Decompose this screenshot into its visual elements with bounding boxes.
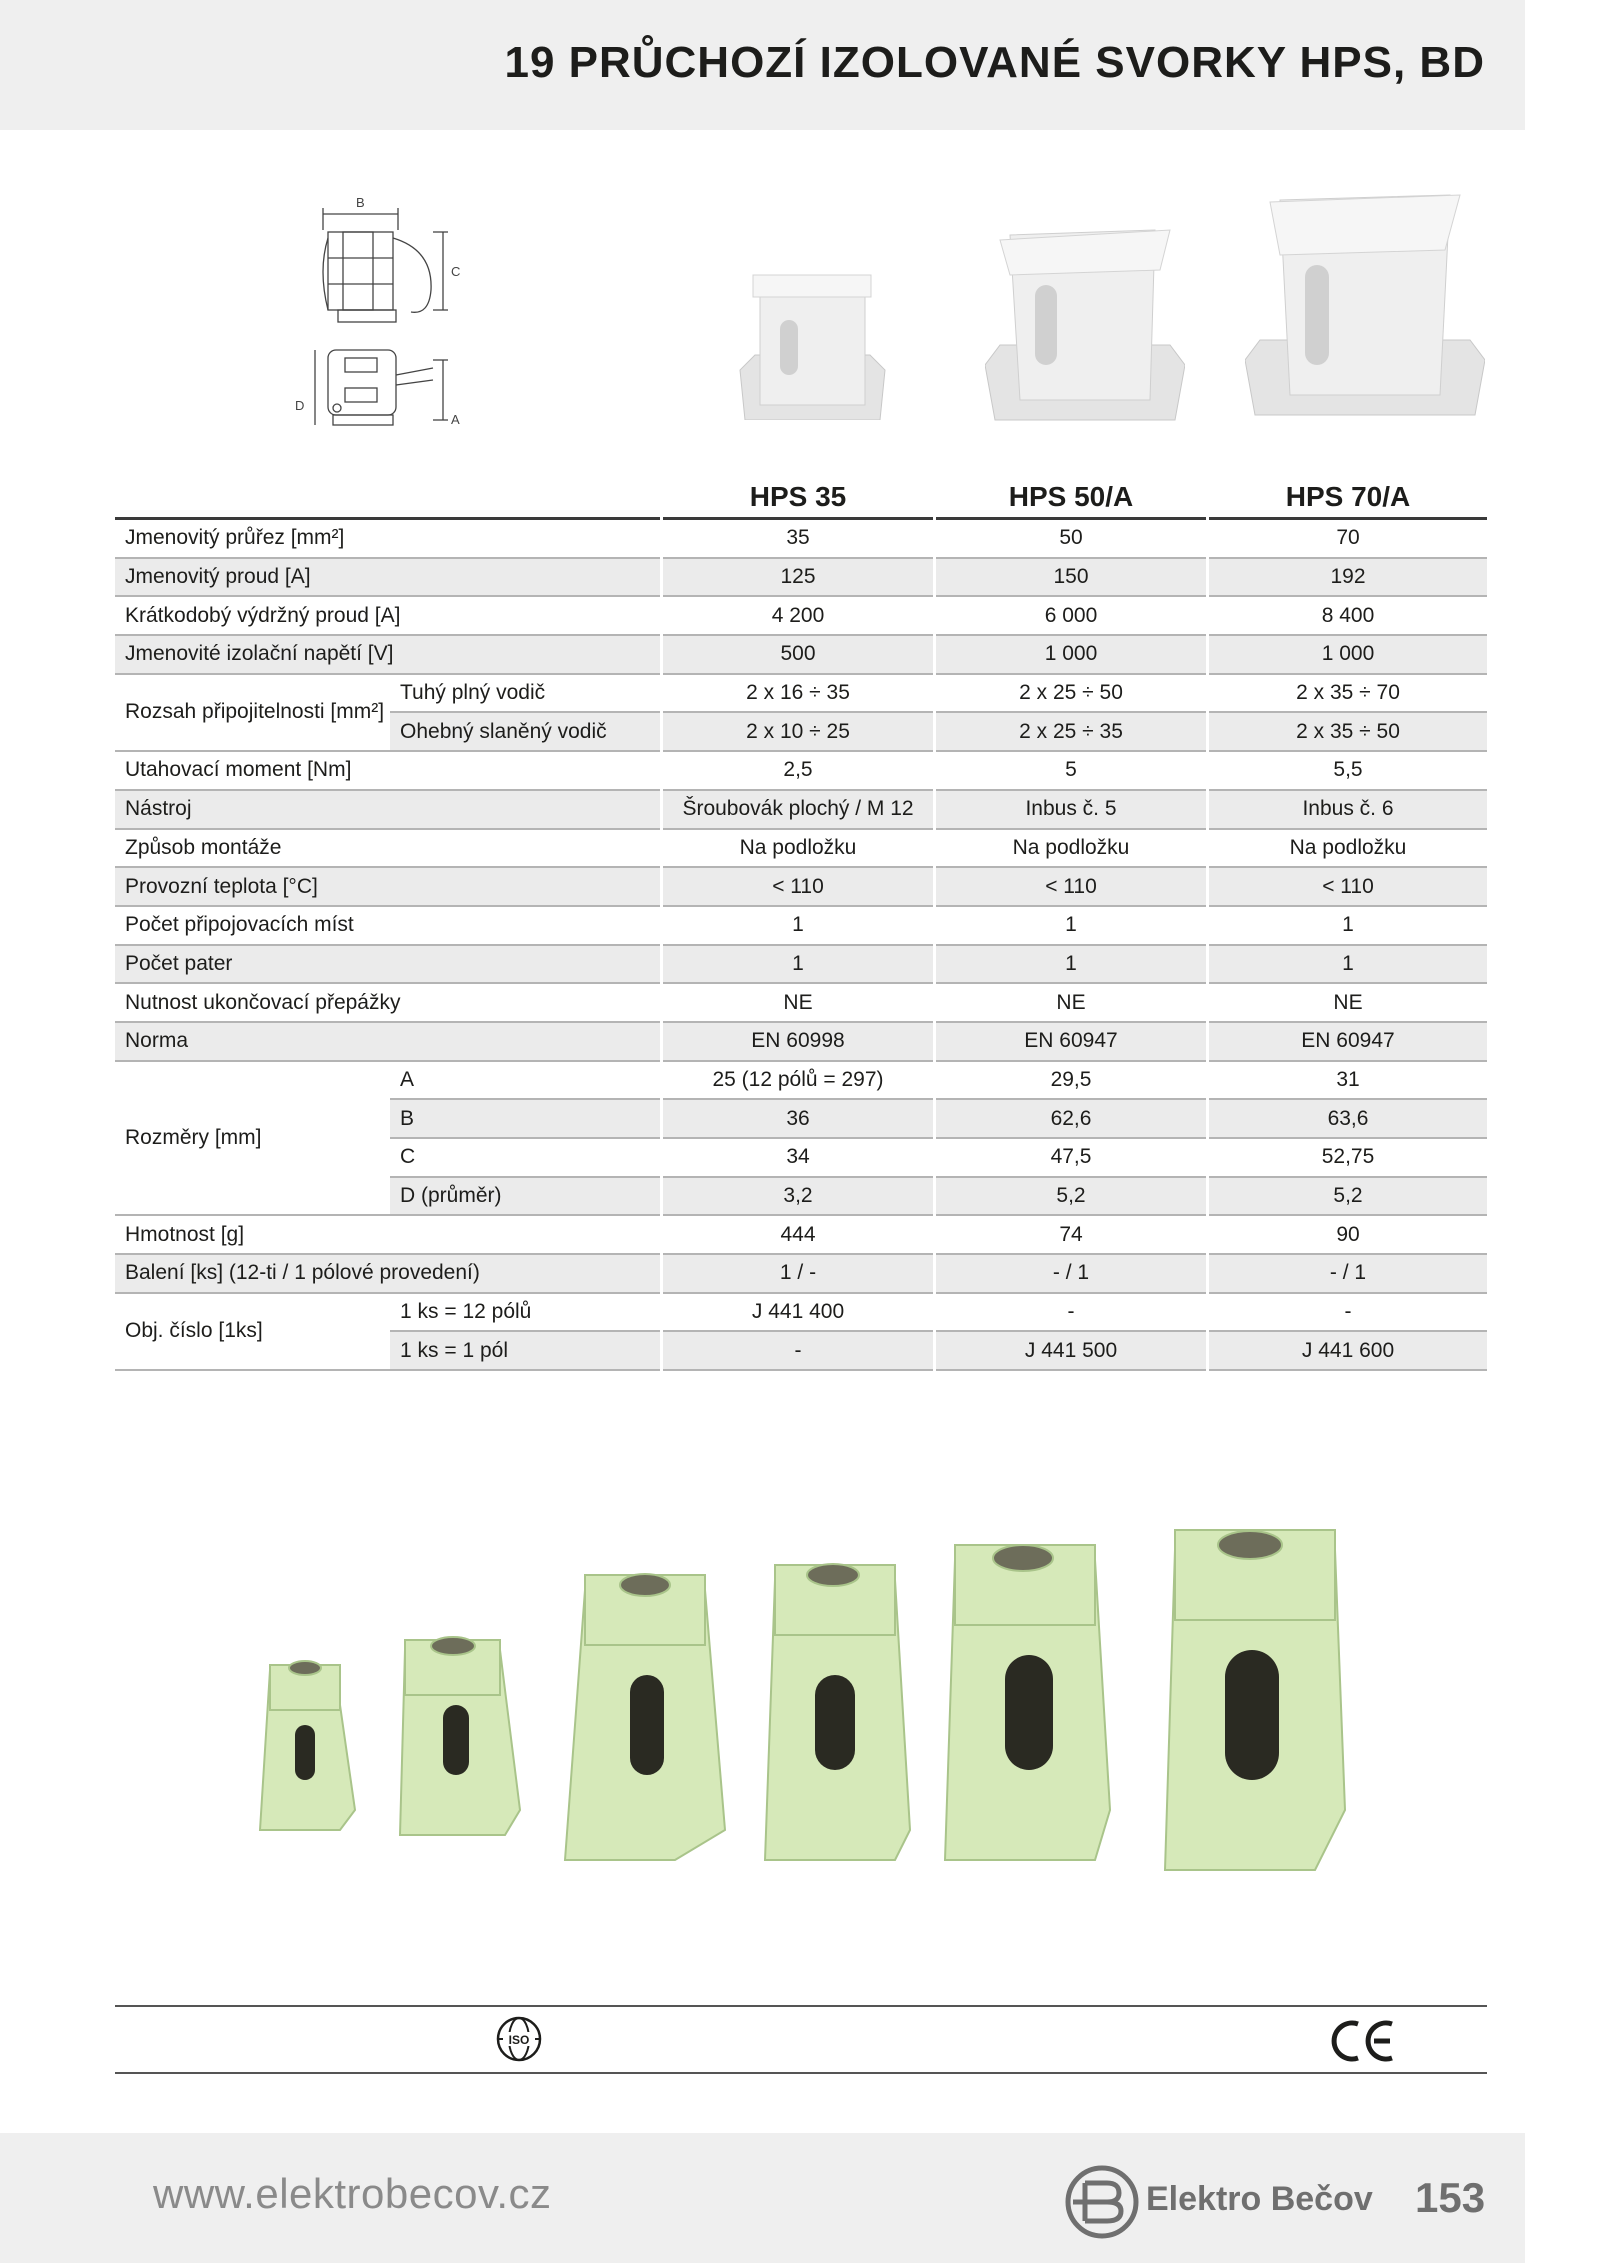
hps50a-product-image bbox=[985, 225, 1185, 425]
page-title: 19 PRŮCHOZÍ IZOLOVANÉ SVORKY HPS, BD bbox=[504, 38, 1485, 87]
cell-value: 125 bbox=[663, 559, 933, 598]
row-label: Jmenovitý průřez [mm²] bbox=[115, 520, 660, 559]
footer-divider-top bbox=[115, 2005, 1487, 2007]
group-label: Rozsah připojitelnosti [mm²] bbox=[115, 675, 390, 752]
cell-value: 35 bbox=[663, 520, 933, 559]
cell-value: - bbox=[936, 1294, 1206, 1333]
row-label: Počet připojovacích míst bbox=[115, 907, 660, 946]
spec-table bbox=[115, 468, 1487, 1371]
cell-value: J 441 500 bbox=[936, 1332, 1206, 1371]
product-header-hps35: HPS 35 bbox=[663, 468, 933, 520]
page-number: 153 bbox=[1415, 2174, 1486, 2221]
row-label: Způsob montáže bbox=[115, 830, 660, 869]
cell-value: 25 (12 pólů = 297) bbox=[663, 1062, 933, 1101]
cell-value: EN 60998 bbox=[663, 1023, 933, 1062]
cell-value: 1 bbox=[1209, 907, 1487, 946]
row-label: Hmotnost [g] bbox=[115, 1216, 660, 1255]
group-label: Rozměry [mm] bbox=[115, 1062, 390, 1217]
cell-value: NE bbox=[936, 984, 1206, 1023]
terminals-photo bbox=[255, 1490, 1365, 1900]
cell-value: 2 x 35 ÷ 70 bbox=[1209, 675, 1487, 714]
cell-value: 1 bbox=[1209, 946, 1487, 985]
cell-value: < 110 bbox=[936, 868, 1206, 907]
sub-label: B bbox=[390, 1100, 660, 1139]
cell-value: 4 200 bbox=[663, 597, 933, 636]
cell-value: 5 bbox=[936, 752, 1206, 791]
cell-value: J 441 600 bbox=[1209, 1332, 1487, 1371]
brand-name: Elektro Bečov bbox=[1146, 2180, 1373, 2218]
sub-label: A bbox=[390, 1062, 660, 1101]
cell-value: 34 bbox=[663, 1139, 933, 1178]
cell-value: 2 x 35 ÷ 50 bbox=[1209, 713, 1487, 752]
cell-value: 2 x 16 ÷ 35 bbox=[663, 675, 933, 714]
cell-value: Na podložku bbox=[663, 830, 933, 869]
cell-value: < 110 bbox=[1209, 868, 1487, 907]
row-label: Nástroj bbox=[115, 791, 660, 830]
cell-value: 1 bbox=[936, 946, 1206, 985]
elektro-becov-logo-icon bbox=[1063, 2163, 1141, 2241]
row-label: Nutnost ukončovací přepážky bbox=[115, 984, 660, 1023]
cell-value: 192 bbox=[1209, 559, 1487, 598]
cell-value: 1 000 bbox=[1209, 636, 1487, 675]
cell-value: Na podložku bbox=[1209, 830, 1487, 869]
hps70a-product-image bbox=[1245, 190, 1485, 420]
cell-value: Šroubovák plochý / M 12 bbox=[663, 791, 933, 830]
cell-value: - bbox=[663, 1332, 933, 1371]
sub-label: C bbox=[390, 1139, 660, 1178]
cell-value: 2 x 25 ÷ 50 bbox=[936, 675, 1206, 714]
row-label: Norma bbox=[115, 1023, 660, 1062]
row-label: Krátkodobý výdržný proud [A] bbox=[115, 597, 660, 636]
cell-value: 2,5 bbox=[663, 752, 933, 791]
cell-value: 74 bbox=[936, 1216, 1206, 1255]
cell-value: 90 bbox=[1209, 1216, 1487, 1255]
cell-value: Inbus č. 5 bbox=[936, 791, 1206, 830]
cell-value: 2 x 10 ÷ 25 bbox=[663, 713, 933, 752]
group-label: Obj. číslo [1ks] bbox=[115, 1294, 390, 1371]
cell-value: 500 bbox=[663, 636, 933, 675]
dim-label-b: B bbox=[356, 195, 365, 210]
sub-label: Tuhý plný vodič bbox=[390, 675, 660, 714]
dim-label-c: C bbox=[451, 264, 461, 279]
cell-value: J 441 400 bbox=[663, 1294, 933, 1333]
iso-globe-icon bbox=[495, 2015, 543, 2063]
cell-value: 2 x 25 ÷ 35 bbox=[936, 713, 1206, 752]
cell-value: 29,5 bbox=[936, 1062, 1206, 1101]
cell-value: 50 bbox=[936, 520, 1206, 559]
cell-value: 444 bbox=[663, 1216, 933, 1255]
product-header-hps70a: HPS 70/A bbox=[1209, 468, 1487, 520]
header-blank bbox=[115, 468, 660, 520]
row-label: Počet pater bbox=[115, 946, 660, 985]
cell-value: Na podložku bbox=[936, 830, 1206, 869]
cell-value: 1 bbox=[663, 907, 933, 946]
svg-text:ISO: ISO bbox=[508, 2033, 530, 2047]
cell-value: 1 000 bbox=[936, 636, 1206, 675]
sub-label: Ohebný slaněný vodič bbox=[390, 713, 660, 752]
cell-value: 5,2 bbox=[1209, 1178, 1487, 1217]
cell-value: EN 60947 bbox=[936, 1023, 1206, 1062]
sub-label: D (průměr) bbox=[390, 1178, 660, 1217]
row-label: Balení [ks] (12-ti / 1 pólové provedení) bbox=[115, 1255, 660, 1294]
cell-value: 31 bbox=[1209, 1062, 1487, 1101]
cell-value: 1 bbox=[663, 946, 933, 985]
footer-divider-bottom bbox=[115, 2072, 1487, 2074]
cell-value: 47,5 bbox=[936, 1139, 1206, 1178]
cell-value: 52,75 bbox=[1209, 1139, 1487, 1178]
row-label: Jmenovitý proud [A] bbox=[115, 559, 660, 598]
cell-value: Inbus č. 6 bbox=[1209, 791, 1487, 830]
cell-value: 63,6 bbox=[1209, 1100, 1487, 1139]
cell-value: - bbox=[1209, 1294, 1487, 1333]
cell-value: - / 1 bbox=[936, 1255, 1206, 1294]
cell-value: 5,2 bbox=[936, 1178, 1206, 1217]
cell-value: < 110 bbox=[663, 868, 933, 907]
sub-label: 1 ks = 12 pólů bbox=[390, 1294, 660, 1333]
cell-value: 36 bbox=[663, 1100, 933, 1139]
product-header-hps50a: HPS 50/A bbox=[936, 468, 1206, 520]
ce-mark-icon bbox=[1328, 2018, 1398, 2064]
cell-value: 8 400 bbox=[1209, 597, 1487, 636]
row-label: Provozní teplota [°C] bbox=[115, 868, 660, 907]
cell-value: 70 bbox=[1209, 520, 1487, 559]
cell-value: 5,5 bbox=[1209, 752, 1487, 791]
website-link[interactable]: www.elektrobecov.cz bbox=[153, 2170, 552, 2217]
dim-label-a: A bbox=[451, 412, 460, 427]
row-label: Jmenovité izolační napětí [V] bbox=[115, 636, 660, 675]
dimension-drawing bbox=[283, 190, 513, 470]
cell-value: NE bbox=[1209, 984, 1487, 1023]
dim-label-d: D bbox=[295, 398, 305, 413]
cell-value: EN 60947 bbox=[1209, 1023, 1487, 1062]
row-label: Utahovací moment [Nm] bbox=[115, 752, 660, 791]
cell-value: 1 bbox=[936, 907, 1206, 946]
cell-value: 1 / - bbox=[663, 1255, 933, 1294]
cell-value: - / 1 bbox=[1209, 1255, 1487, 1294]
cell-value: 150 bbox=[936, 559, 1206, 598]
cell-value: 3,2 bbox=[663, 1178, 933, 1217]
sub-label: 1 ks = 1 pól bbox=[390, 1332, 660, 1371]
cell-value: 62,6 bbox=[936, 1100, 1206, 1139]
cell-value: NE bbox=[663, 984, 933, 1023]
hps35-product-image bbox=[735, 270, 890, 420]
cell-value: 6 000 bbox=[936, 597, 1206, 636]
